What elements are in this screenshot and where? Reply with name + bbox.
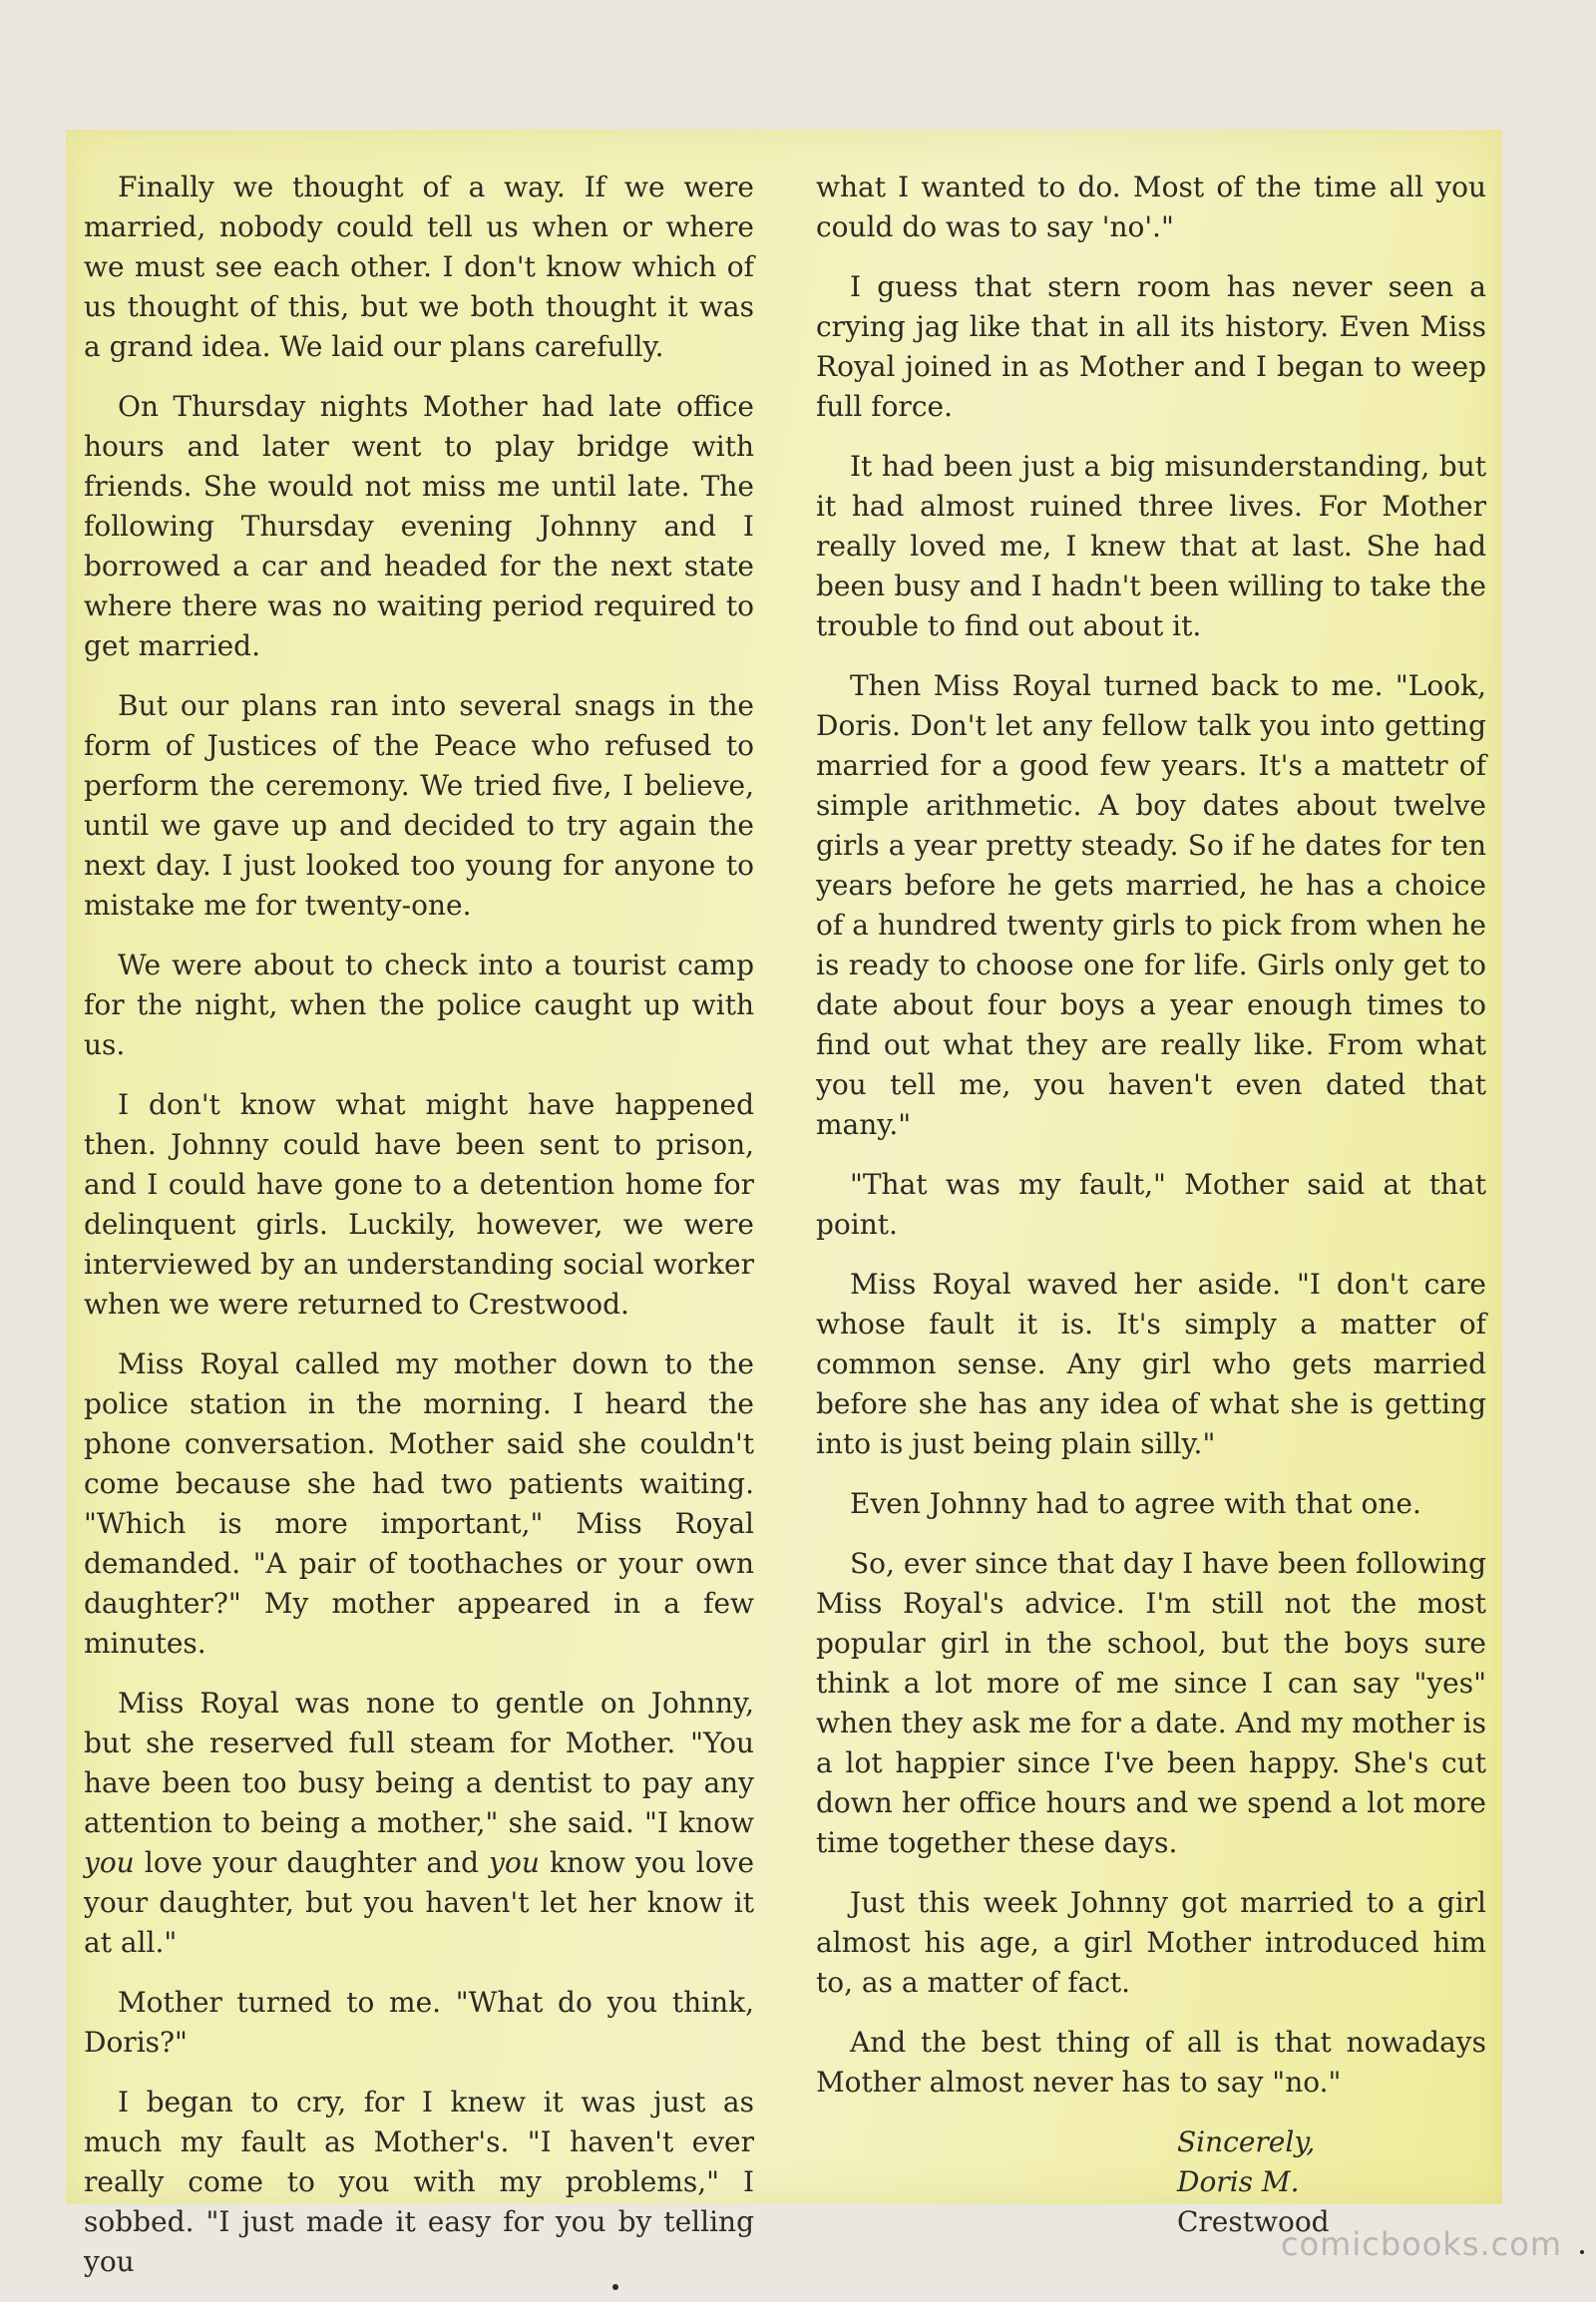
- print-speck: [612, 2284, 618, 2290]
- emphasis-you: you: [84, 1846, 135, 1879]
- print-speck: [1580, 2250, 1584, 2254]
- signoff-place: Crestwood: [1177, 2205, 1330, 2238]
- paragraph: On Thursday nights Mother had late office hours and later went to play bridge with friends. She would not miss me until late. The following Thursday evening Johnny and I borrowed a car and headed for the next state where there was no waiting period required to get married.: [84, 390, 754, 662]
- paragraph: [84, 1684, 754, 1963]
- paragraph: Finally we thought of a way. If we were married, nobody could tell us when or where we must see each other. I don't know which of us thought of this, but we both thought it was a grand idea. We laid our plans carefully.: [84, 171, 754, 363]
- paragraph-text: Miss Royal was none to gentle on Johnny, but she reserved full steam for Mother. "You have been too busy being a dentist to pay any attention to being a mother," she said. "I know: [84, 1687, 754, 1839]
- signoff-name: Doris M.: [1177, 2165, 1300, 2198]
- paragraph-text: love your daughter and: [144, 1846, 480, 1879]
- paragraph: "That was my fault," Mother said at that point.: [816, 1168, 1486, 1241]
- paragraph: It had been just a big misunderstanding, but it had almost ruined three lives. For Mother really loved me, I knew that at last. She had been busy and I hadn't been willing to take the trouble to find out about it.: [816, 450, 1486, 642]
- paragraph: I guess that stern room has never seen a crying jag like that in all its history. Even Miss Royal joined in as Mother and I began to weep full force.: [816, 270, 1486, 423]
- emphasis-you: you: [489, 1846, 540, 1879]
- paragraph: Even Johnny had to agree with that one.: [850, 1487, 1421, 1520]
- paragraph: I don't know what might have happened then. Johnny could have been sent to prison, and I could have gone to a detention home for delinquent girls. Luckily, however, we were interviewed by an understanding social worker when we were returned to Crestwood.: [84, 1088, 754, 1321]
- signoff-closing: Sincerely,: [1177, 2125, 1316, 2158]
- paragraph: Just this week Johnny got married to a girl almost his age, a girl Mother introduced him to, as a matter of fact.: [816, 1886, 1486, 1999]
- paragraph: And the best thing of all is that nowadays Mother almost never has to say "no.": [816, 2026, 1486, 2099]
- paragraph-text: know you love your daughter, but you haven't let her know it at all.": [84, 1846, 755, 1959]
- paragraph: Miss Royal called my mother down to the police station in the morning. I heard the phone conversation. Mother said she couldn't come because she had two patients waiting. "Which is more important," Miss Royal demanded. "A pair of toothaches or your own daughter?" My mother appeared in a few minutes.: [84, 1347, 754, 1660]
- left-column: [84, 168, 754, 2302]
- letter-signoff: [1177, 2122, 1486, 2242]
- paragraph: But our plans ran into several snags in the form of Justices of the Peace who refused to perform the ceremony. We tried five, I believe, until we gave up and decided to try again the next day. I just looked too young for anyone to mistake me for twenty-one.: [84, 689, 754, 922]
- paragraph: So, ever since that day I have been following Miss Royal's advice. I'm still not the most popular girl in the school, but the boys sure think a lot more of me since I can say "yes" when they ask me for a date. And my mother is a lot happier since I've been happy. She's cut down her office hours and we spend a lot more time together these days.: [816, 1547, 1486, 1859]
- paragraph: We were about to check into a tourist camp for the night, when the police caught up with us.: [84, 949, 754, 1061]
- right-column: [816, 168, 1486, 2242]
- paragraph: what I wanted to do. Most of the time all you could do was to say 'no'.": [816, 171, 1486, 243]
- paragraph: Then Miss Royal turned back to me. "Look, Doris. Don't let any fellow talk you into getting married for a good few years. It's a mattetr of simple arithmetic. A boy dates about twelve girls a year pretty steady. So if he dates for ten years before he gets married, he has a choice of a hundred twenty girls to pick from when he is ready to choose one for life. Girls only get to date about four boys a year enough times to find out what they are really like. From what you tell me, you haven't even dated that many.": [816, 669, 1486, 1141]
- paragraph: Miss Royal waved her aside. "I don't care whose fault it is. It's simply a matter of common sense. Any girl who gets married before she has any idea of what she is getting into is just being plain silly.": [816, 1268, 1486, 1460]
- watermark: comicbooks.com: [1280, 2225, 1562, 2263]
- paragraph: I began to cry, for I knew it was just as much my fault as Mother's. "I haven't ever really come to you with my problems," I sobbed. "I just made it easy for you by telling you: [84, 2086, 754, 2278]
- paragraph: Mother turned to me. "What do you think, Doris?": [84, 1986, 754, 2059]
